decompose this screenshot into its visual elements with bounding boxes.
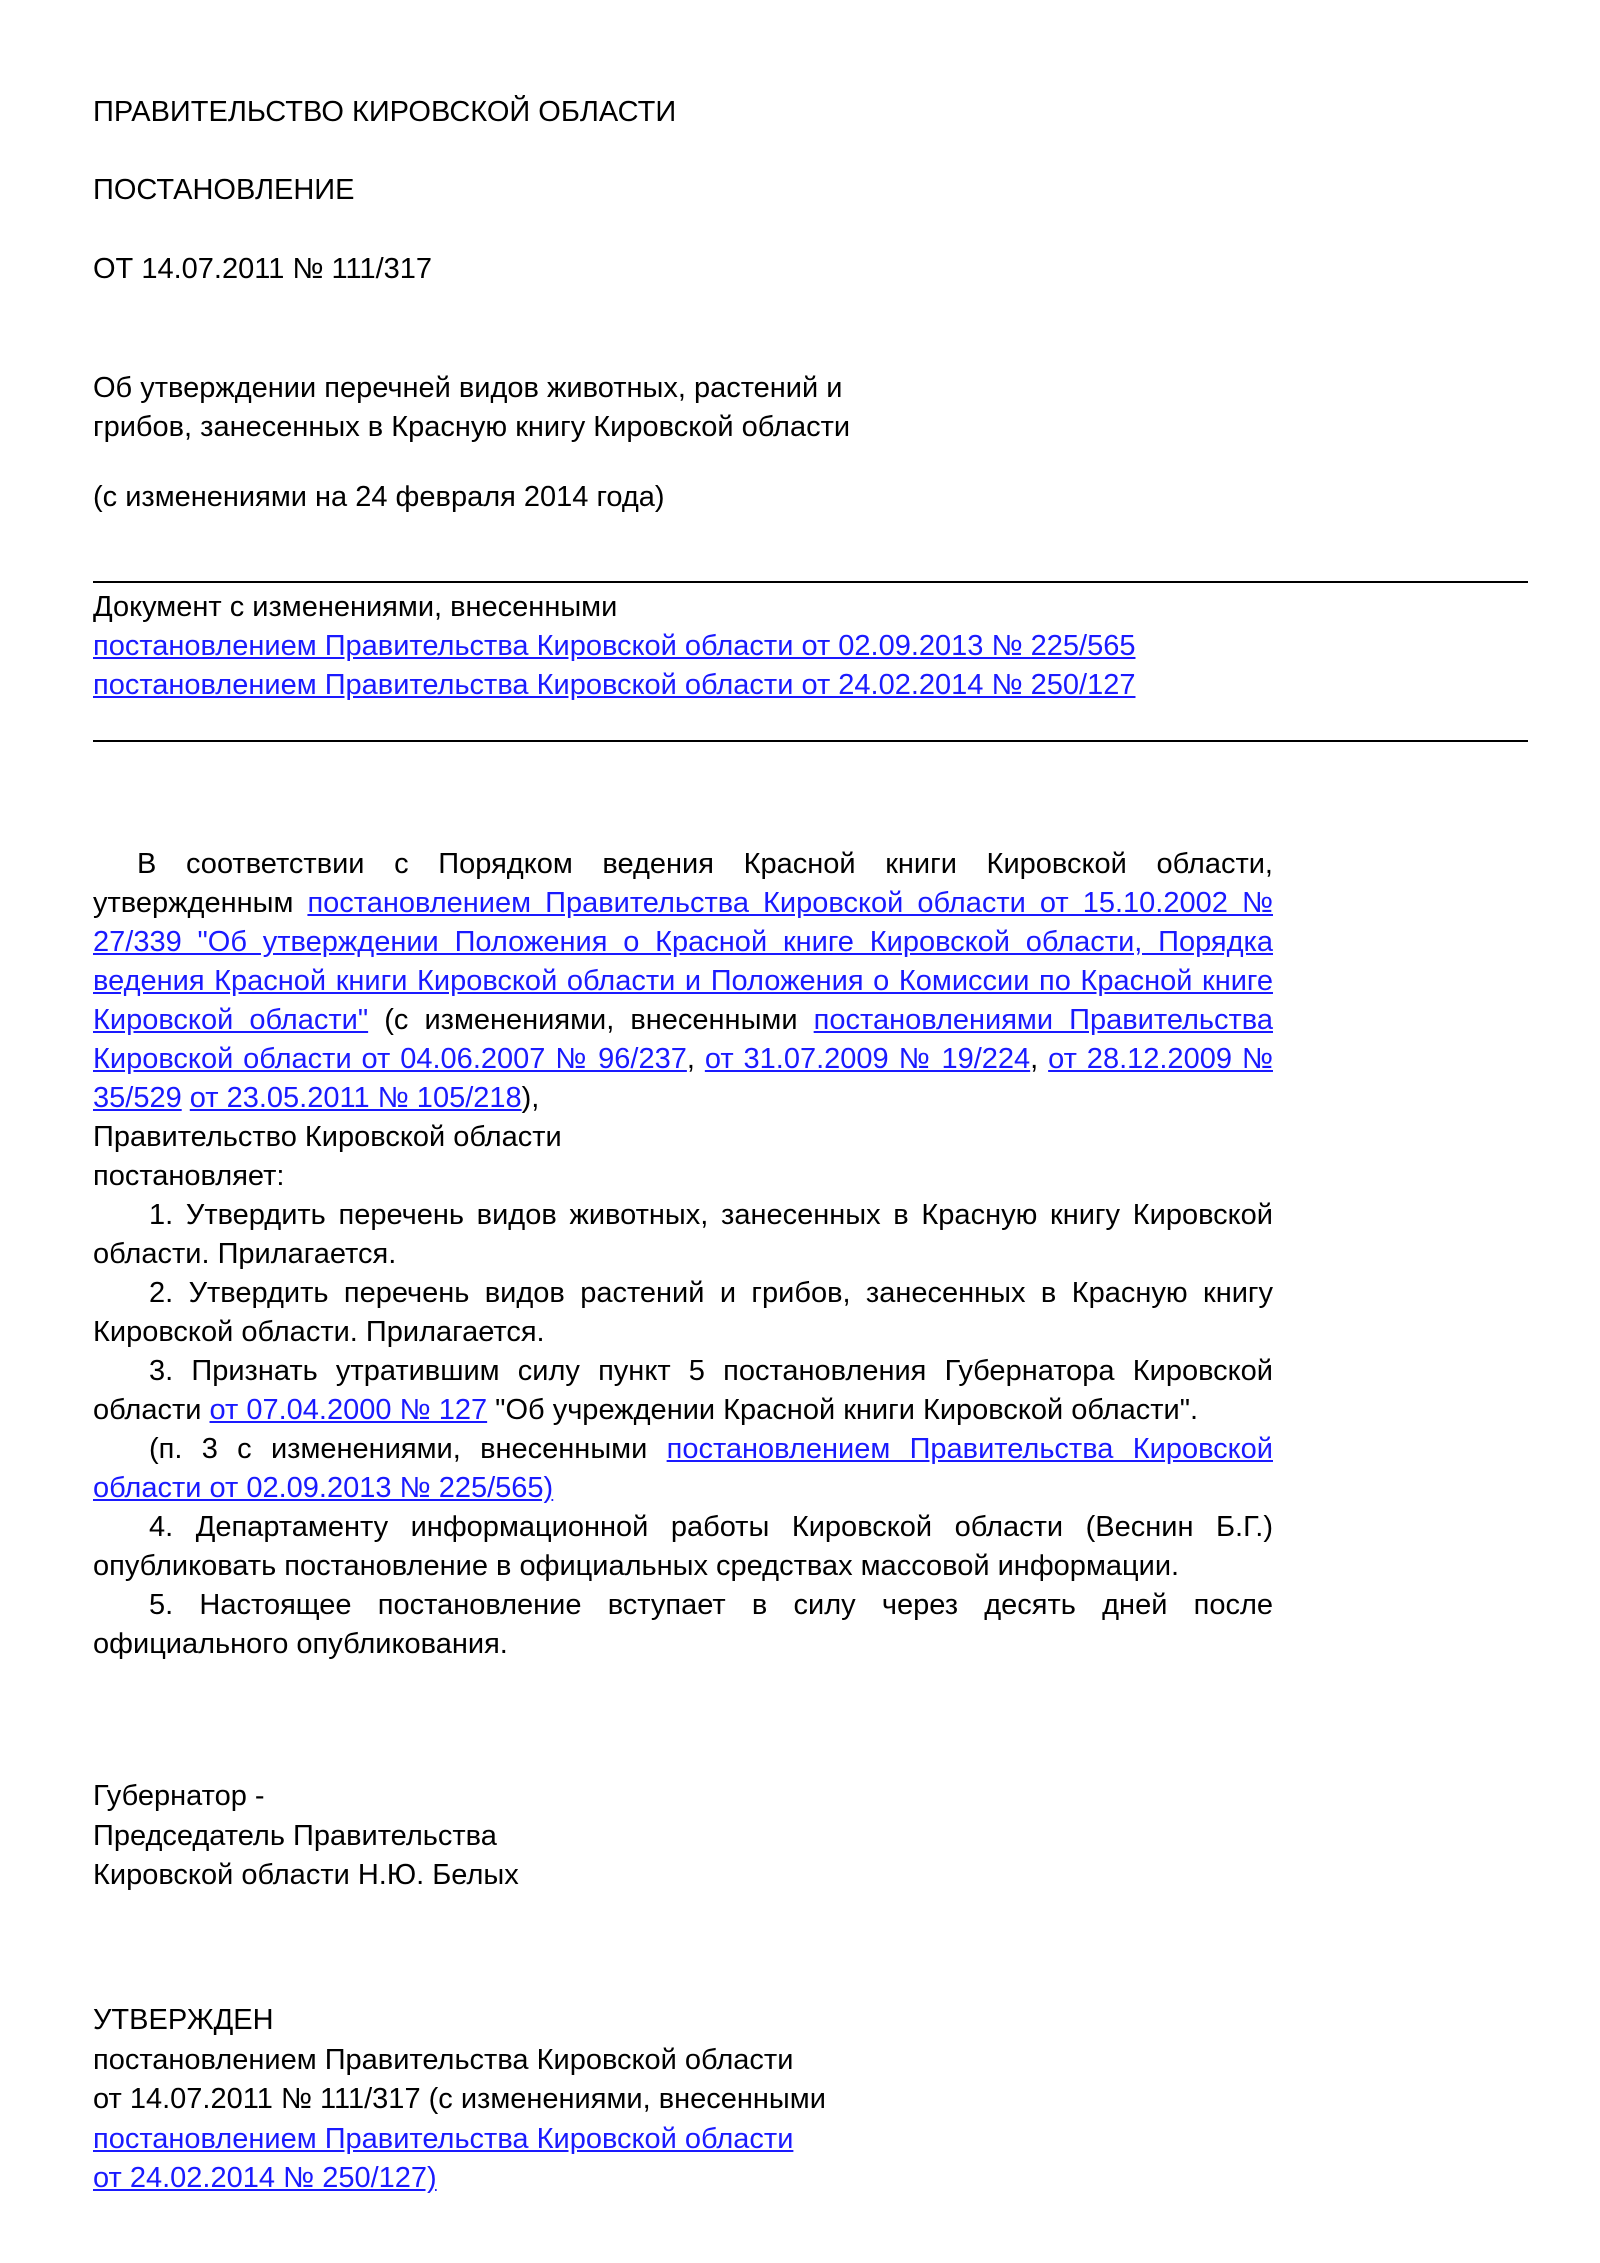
signature-block [93, 1777, 519, 1896]
changes-intro: Документ с изменениями, внесенными [93, 591, 618, 623]
item-2: 2. Утвердить перечень видов растений и грибов, занесенных в Красную книгу Кировской области. Прилагается. [93, 1277, 1273, 1348]
preamble-link-2007[interactable]: постановлениями Правительства Кировской области от 04.06.2007 № 96/237 [93, 1004, 1273, 1075]
separator: , [1030, 1043, 1049, 1075]
separator: , [686, 1043, 705, 1075]
preamble-text: В соответствии с Порядком ведения Красной книги Кировской области, утвержденным [93, 848, 1273, 919]
item-3-note [93, 1430, 1273, 1508]
approval-line-2: постановлением Правительства Кировской области [93, 2043, 794, 2076]
separator [182, 1082, 190, 1114]
preamble-link-2009-b[interactable]: от 28.12.2009 № 35/529 [93, 1043, 1273, 1114]
preamble-text-2: (с изменениями, внесенными [368, 1004, 814, 1036]
government-line: Правительство Кировской области [93, 1121, 562, 1153]
approval-line-3: от 14.07.2011 № 111/317 (с изменениями, внесенными [93, 2083, 826, 2115]
item-3-text: 3. Признать утратившим силу пункт 5 постановления Губернатора Кировской области [93, 1355, 1273, 1426]
bottom-divider [93, 740, 1528, 742]
approval-link-1[interactable]: постановлением Правительства Кировской области [93, 2122, 794, 2155]
title-line-2: грибов, занесенных в Красную книгу Кировской области [93, 411, 851, 443]
item-1: 1. Утвердить перечень видов животных, занесенных в Красную книгу Кировской области. Прилагается. [93, 1199, 1273, 1270]
separator: ), [521, 1082, 540, 1114]
note-text: (п. 3 с изменениями, внесенными [149, 1433, 667, 1465]
preamble-link-regulation[interactable]: постановлением Правительства Кировской области от 15.10.2002 № 27/339 "Об утверждении Положения о Красной книге Кировской области, Порядка ведения Красной книги Кировской области и Положения о Комиссии по Красной книге Кировской области" [93, 887, 1273, 1036]
preamble-paragraph [93, 845, 1273, 1118]
changes-link-2-line [93, 665, 1135, 705]
item-3-link[interactable]: от 07.04.2000 № 127 [209, 1394, 488, 1426]
signature-line-3: Кировской области Н.Ю. Белых [93, 1859, 519, 1891]
changes-link-1-line [93, 626, 1135, 666]
title-line-1: Об утверждении перечней видов животных, растений и [93, 372, 843, 404]
changes-link-2[interactable]: постановлением Правительства Кировской области от 24.02.2014 № 250/127 [93, 669, 1136, 701]
approval-link-2[interactable]: от 24.02.2014 № 250/127) [93, 2162, 437, 2194]
revision-note: (с изменениями на 24 февраля 2014 года) [93, 481, 665, 513]
document-body [93, 845, 1273, 1664]
preamble-link-2009-a[interactable]: от 31.07.2009 № 19/224 [704, 1043, 1031, 1075]
signature-line-2: Председатель Правительства [93, 1819, 497, 1852]
item-3 [93, 1352, 1273, 1430]
decides-line: постановляет: [93, 1160, 285, 1192]
item-5: 5. Настоящее постановление вступает в силу через десять дней после официального опубликования. [93, 1589, 1273, 1660]
document-type: ПОСТАНОВЛЕНИЕ [93, 174, 355, 206]
document-number: ОТ 14.07.2011 № 111/317 [93, 253, 433, 285]
item-4: 4. Департаменту информационной работы Кировской области (Веснин Б.Г.) опубликовать постановление в официальных средствах массовой информации. [93, 1511, 1273, 1582]
approval-heading: УТВЕРЖДЕН [93, 2004, 274, 2036]
preamble-link-2011[interactable]: от 23.05.2011 № 105/218 [189, 1082, 522, 1114]
top-divider [93, 581, 1528, 583]
item-3-text-2: "Об учреждении Красной книги Кировской области". [487, 1394, 1199, 1426]
government-name: ПРАВИТЕЛЬСТВО КИРОВСКОЙ ОБЛАСТИ [93, 96, 677, 128]
changes-link-1[interactable]: постановлением Правительства Кировской области от 02.09.2013 № 225/565 [93, 630, 1136, 662]
approval-block [93, 2001, 826, 2199]
signature-line-1: Губернатор - [93, 1780, 265, 1812]
note-link[interactable]: постановлением Правительства Кировской области от 02.09.2013 № 225/565) [93, 1433, 1273, 1504]
